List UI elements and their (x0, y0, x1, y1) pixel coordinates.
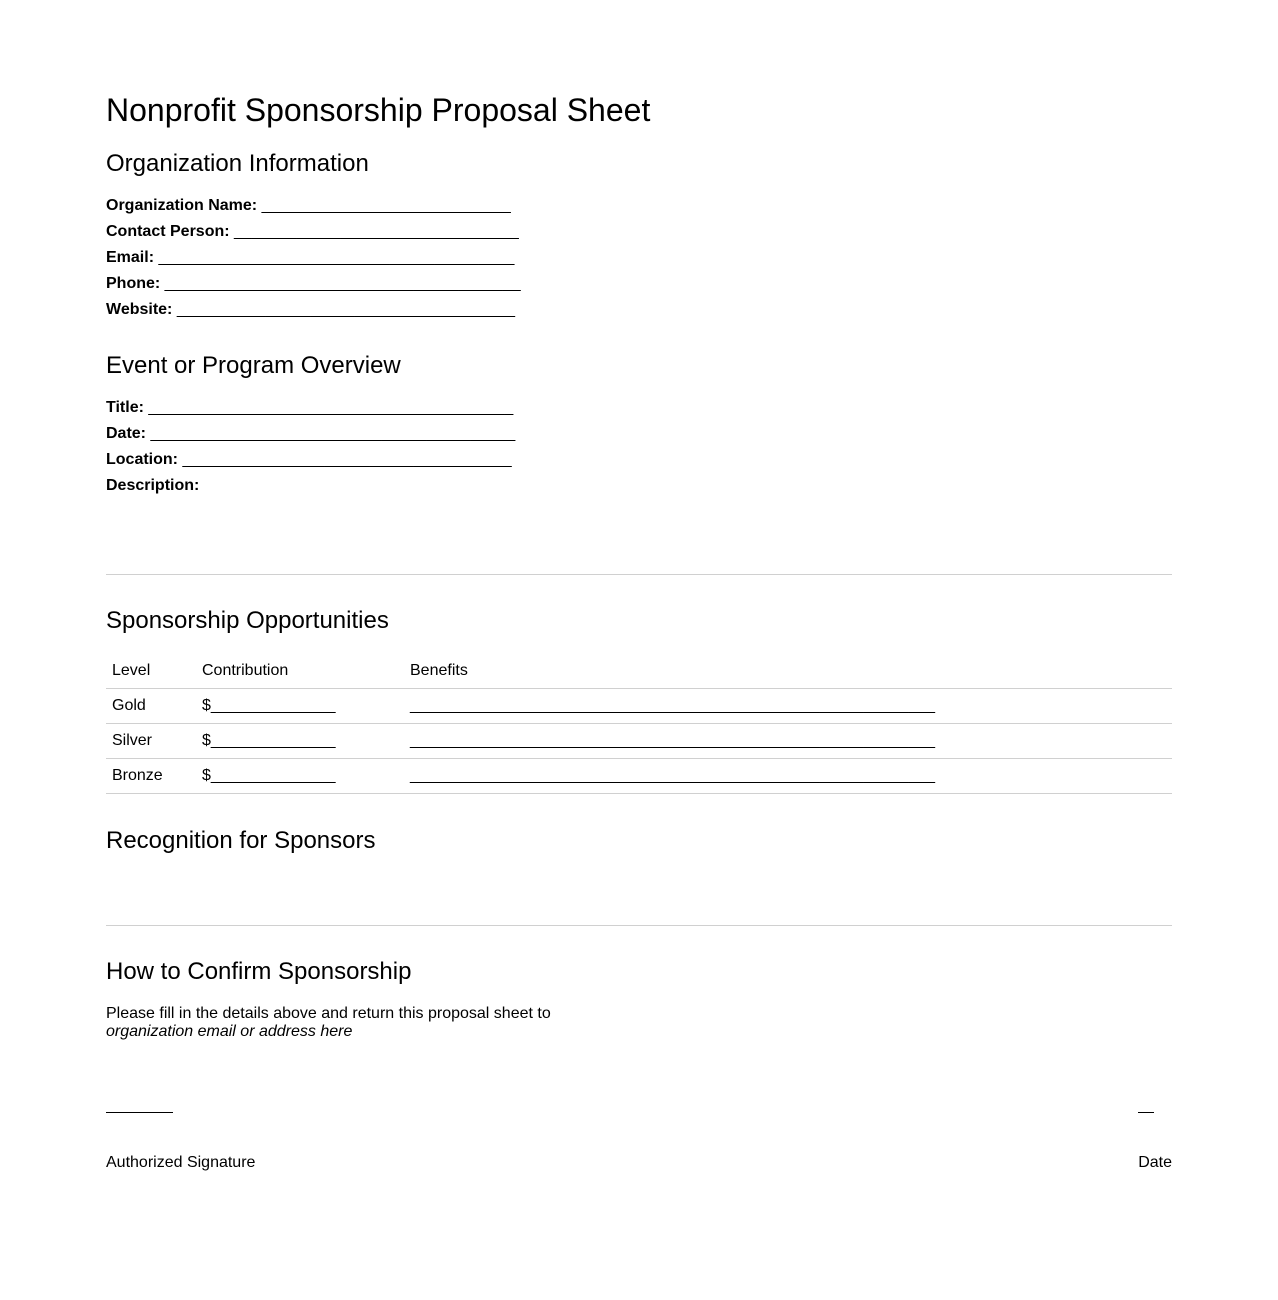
column-header-level: Level (112, 661, 151, 679)
field-location (106, 450, 512, 470)
date-label: Date (1138, 1154, 1172, 1171)
contact-person-blank[interactable]: ________________________________ (234, 223, 519, 240)
signature-line[interactable] (106, 1112, 173, 1113)
field-website (106, 300, 515, 320)
field-label: Contact Person: (106, 223, 230, 240)
field-organization-name (106, 196, 511, 216)
section-heading-confirm: How to Confirm Sponsorship (106, 958, 412, 985)
field-label: Date: (106, 425, 147, 442)
section-heading-event: Event or Program Overview (106, 352, 401, 379)
level-cell: Silver (106, 724, 196, 759)
section-heading-organization: Organization Information (106, 150, 369, 177)
website-blank[interactable]: ______________________________________ (176, 301, 515, 318)
field-title (106, 398, 513, 418)
field-label: Email: (106, 249, 155, 266)
phone-blank[interactable]: ________________________________________ (164, 275, 521, 292)
level-cell: Gold (106, 689, 196, 724)
table-row (106, 759, 1172, 794)
field-label: Title: (106, 399, 144, 416)
benefits-blank[interactable]: ___________________________________________________________ (404, 759, 1172, 794)
page-title: Nonprofit Sponsorship Proposal Sheet (106, 92, 651, 128)
field-email (106, 248, 514, 268)
column-header-contribution: Contribution (202, 661, 289, 679)
signature-label: Authorized Signature (106, 1154, 256, 1171)
field-label: Website: (106, 301, 173, 318)
date-blank[interactable]: _________________________________________ (150, 425, 516, 442)
title-blank[interactable]: _________________________________________ (148, 399, 514, 416)
field-label: Phone: (106, 275, 161, 292)
contribution-blank[interactable]: $______________ (196, 759, 404, 794)
table-header-row (106, 653, 1172, 689)
benefits-blank[interactable]: ___________________________________________________________ (404, 724, 1172, 759)
table-row (106, 689, 1172, 724)
organization-name-blank[interactable]: ____________________________ (261, 197, 511, 214)
level-cell: Bronze (106, 759, 196, 794)
table-row (106, 724, 1172, 759)
sponsorship-table (106, 653, 1172, 794)
date-line[interactable] (1138, 1112, 1154, 1113)
field-label: Organization Name: (106, 197, 258, 214)
section-heading-sponsorship: Sponsorship Opportunities (106, 607, 389, 634)
field-label: Description: (106, 477, 200, 494)
confirm-text: Please fill in the details above and return this proposal sheet to (106, 1005, 551, 1022)
field-contact-person (106, 222, 519, 242)
contact-placeholder: organization email or address here (106, 1023, 353, 1040)
location-blank[interactable]: _____________________________________ (182, 451, 512, 468)
field-label: Location: (106, 451, 178, 468)
contribution-blank[interactable]: $______________ (196, 689, 404, 724)
benefits-blank[interactable]: ___________________________________________________________ (404, 689, 1172, 724)
section-divider (106, 574, 1172, 575)
column-header-benefits: Benefits (410, 661, 468, 679)
contribution-blank[interactable]: $______________ (196, 724, 404, 759)
field-date (106, 424, 515, 444)
section-heading-recognition: Recognition for Sponsors (106, 827, 376, 854)
confirm-instructions (106, 1005, 551, 1041)
field-phone (106, 274, 521, 294)
section-divider (106, 925, 1172, 926)
field-description (106, 476, 199, 496)
email-blank[interactable]: ________________________________________ (158, 249, 515, 266)
